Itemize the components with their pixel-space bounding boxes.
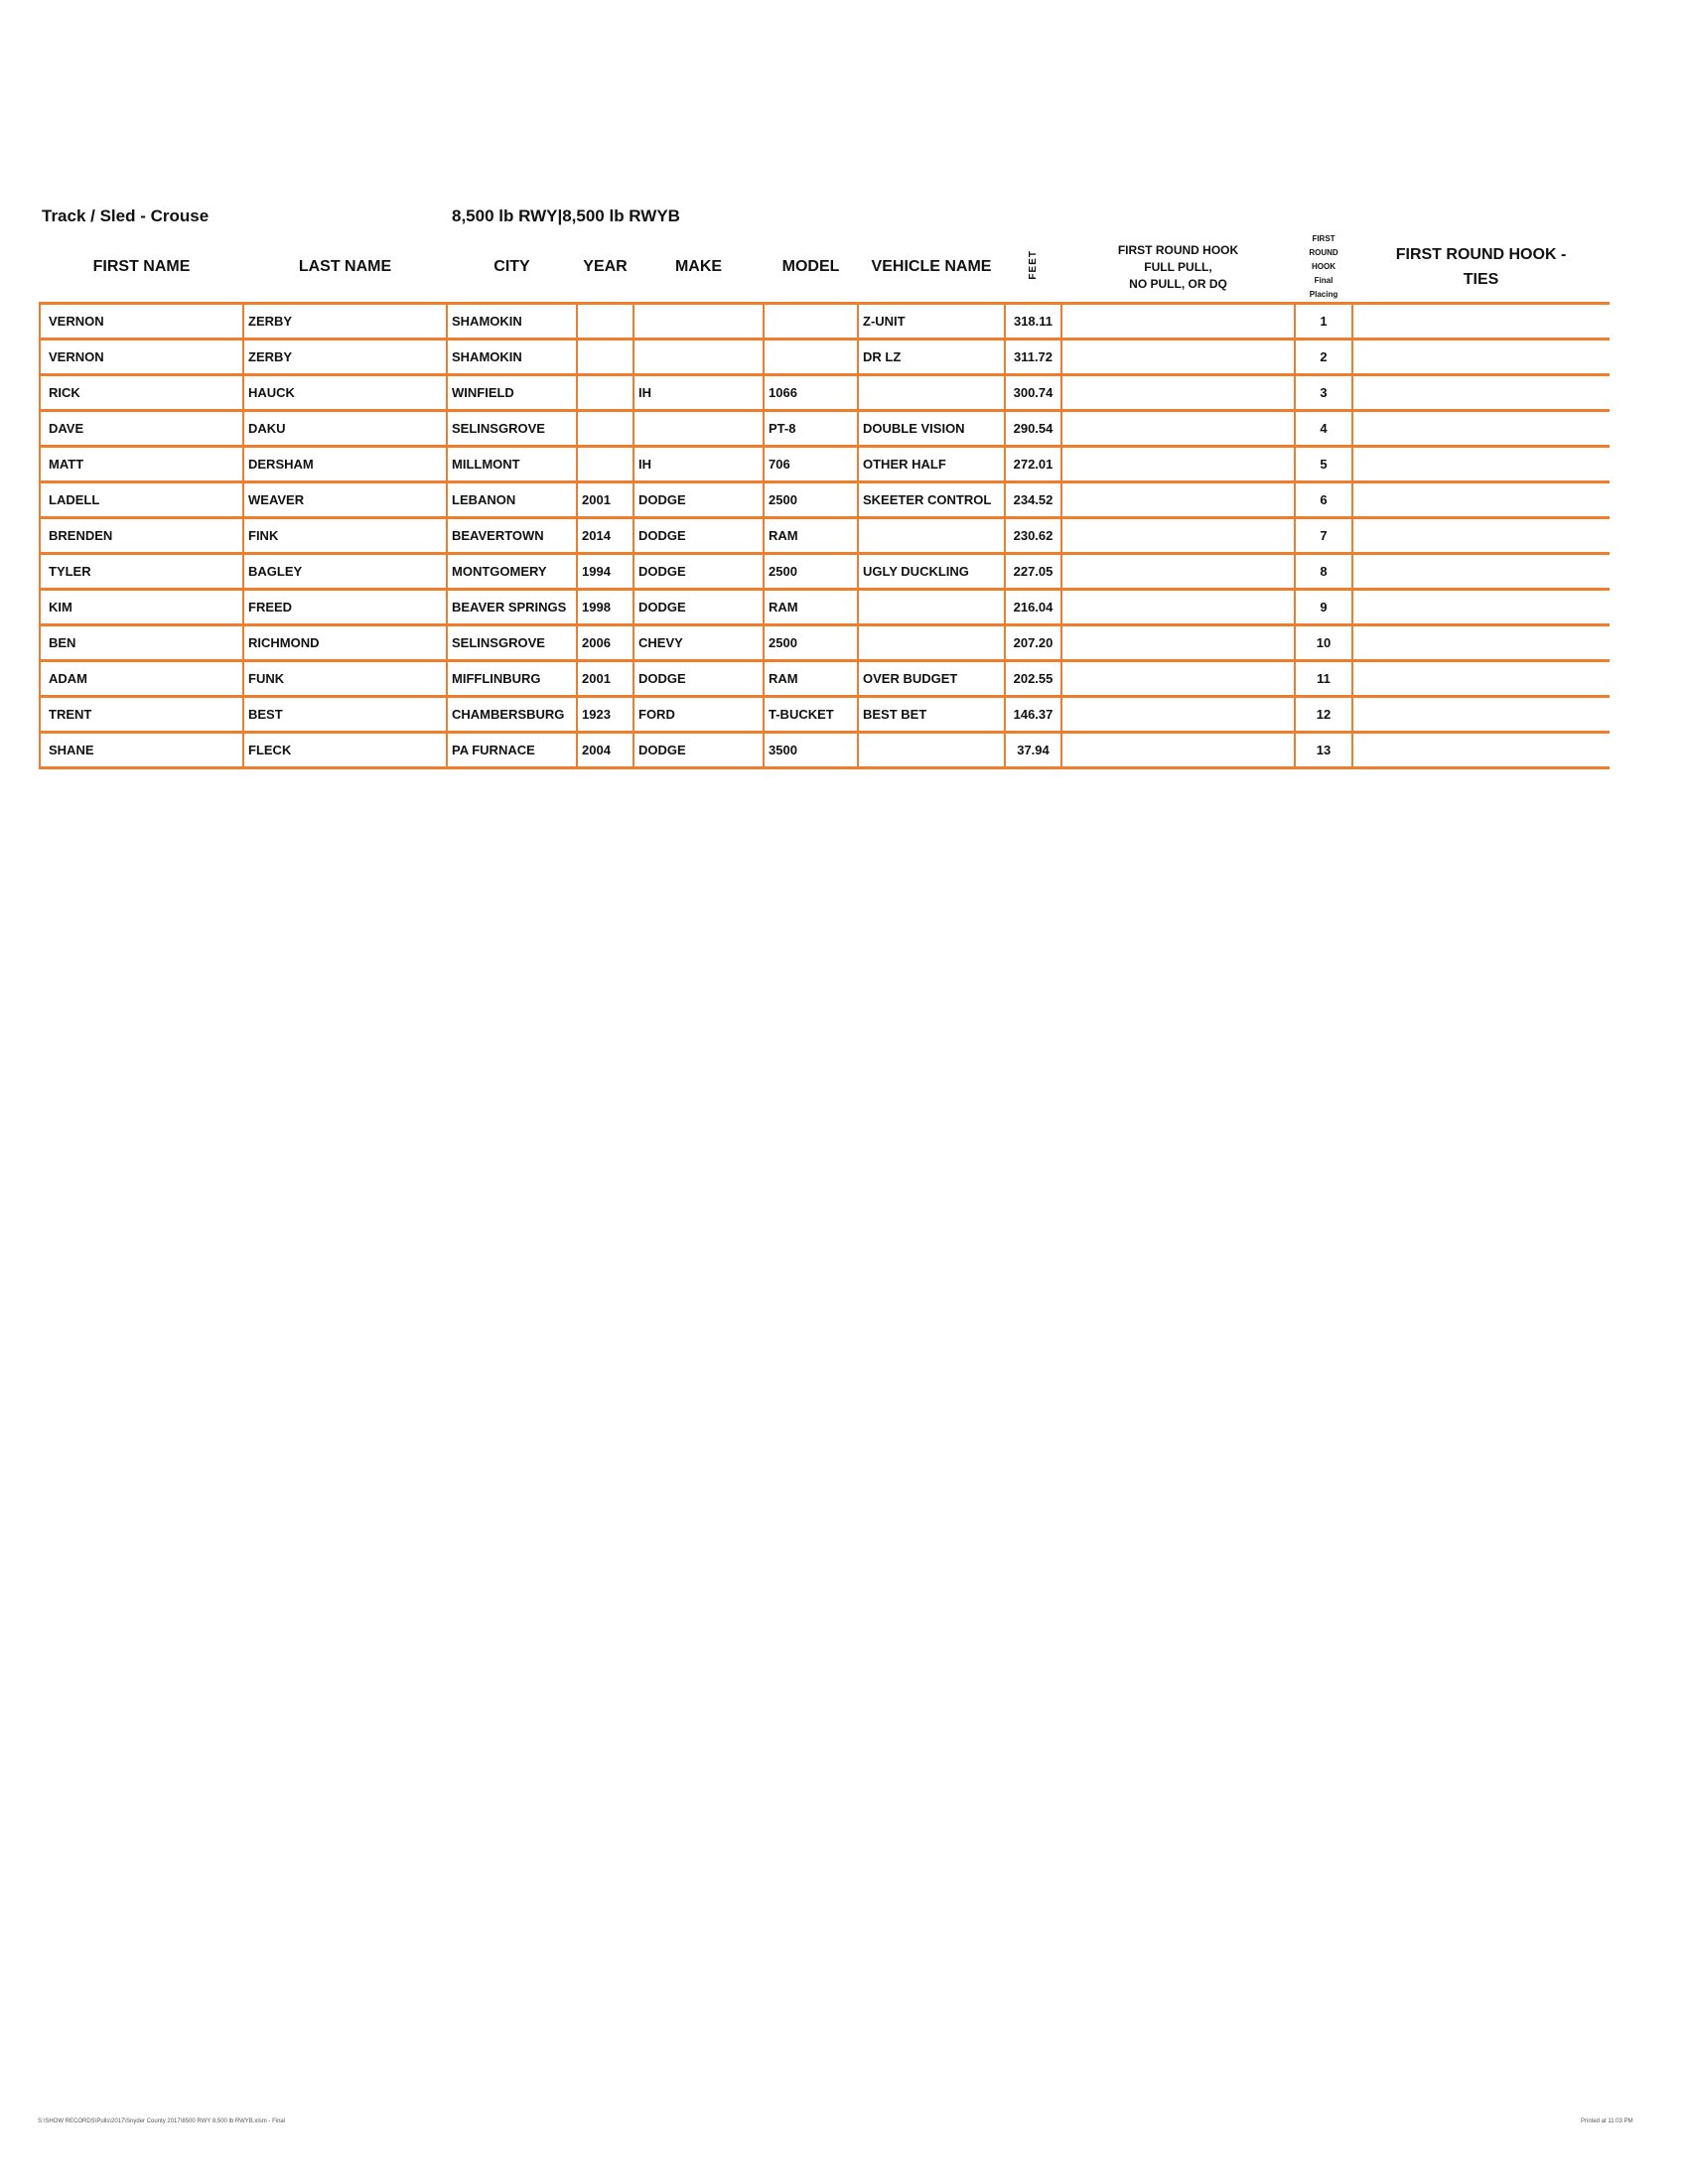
cell-year <box>577 340 633 375</box>
cell-ties <box>1352 447 1610 482</box>
cell-vehicle-name: OTHER HALF <box>858 447 1005 482</box>
cell-model: RAM <box>764 661 858 697</box>
cell-hook <box>1061 554 1295 590</box>
cell-city: MONTGOMERY <box>447 554 577 590</box>
cell-first-name: LADELL <box>40 482 243 518</box>
col-placing <box>1295 232 1352 304</box>
cell-feet: 207.20 <box>1005 625 1061 661</box>
cell-make: DODGE <box>633 590 764 625</box>
cell-hook <box>1061 590 1295 625</box>
cell-city: CHAMBERSBURG <box>447 697 577 733</box>
cell-ties <box>1352 661 1610 697</box>
col-hook <box>1061 232 1295 304</box>
cell-model: RAM <box>764 590 858 625</box>
cell-model: 2500 <box>764 554 858 590</box>
table-row <box>40 733 1610 768</box>
cell-last-name: FINK <box>243 518 447 554</box>
cell-hook <box>1061 447 1295 482</box>
cell-placing: 6 <box>1295 482 1352 518</box>
cell-city: SHAMOKIN <box>447 304 577 340</box>
col-first-name: FIRST NAME <box>92 258 191 275</box>
cell-ties <box>1352 518 1610 554</box>
cell-last-name: BAGLEY <box>243 554 447 590</box>
cell-vehicle-name: OVER BUDGET <box>858 661 1005 697</box>
cell-ties <box>1352 590 1610 625</box>
cell-ties <box>1352 554 1610 590</box>
cell-placing: 12 <box>1295 697 1352 733</box>
table-row <box>40 304 1610 340</box>
cell-vehicle-name <box>858 625 1005 661</box>
track-sled-label: Track / Sled - Crouse <box>42 206 210 225</box>
cell-ties <box>1352 625 1610 661</box>
cell-make: DODGE <box>633 518 764 554</box>
table-row <box>40 340 1610 375</box>
cell-feet: 300.74 <box>1005 375 1061 411</box>
cell-model: 3500 <box>764 733 858 768</box>
cell-first-name: RICK <box>40 375 243 411</box>
col-feet <box>1005 232 1061 304</box>
cell-feet: 290.54 <box>1005 411 1061 447</box>
cell-city: MIFFLINBURG <box>447 661 577 697</box>
cell-first-name: BEN <box>40 625 243 661</box>
cell-placing: 1 <box>1295 304 1352 340</box>
cell-feet: 272.01 <box>1005 447 1061 482</box>
cell-feet: 37.94 <box>1005 733 1061 768</box>
cell-feet: 230.62 <box>1005 518 1061 554</box>
col-placing-line-1: FIRST <box>1312 234 1336 243</box>
cell-vehicle-name: DOUBLE VISION <box>858 411 1005 447</box>
cell-city: SHAMOKIN <box>447 340 577 375</box>
cell-vehicle-name <box>858 733 1005 768</box>
cell-hook <box>1061 661 1295 697</box>
cell-first-name: BRENDEN <box>40 518 243 554</box>
cell-hook <box>1061 625 1295 661</box>
cell-make: DODGE <box>633 554 764 590</box>
table-row <box>40 482 1610 518</box>
cell-year: 1923 <box>577 697 633 733</box>
col-ties <box>1352 232 1610 304</box>
cell-make: CHEVY <box>633 625 764 661</box>
cell-year <box>577 447 633 482</box>
cell-last-name: ZERBY <box>243 340 447 375</box>
footer-file-path: S:\SHOW RECORDS\Pulls\2017\Snyder County 2017\8500 RWY 8,500 lb RWYB.xlsm - Final <box>38 2118 286 2124</box>
cell-ties <box>1352 733 1610 768</box>
cell-feet: 311.72 <box>1005 340 1061 375</box>
cell-placing: 3 <box>1295 375 1352 411</box>
col-feet-label: FEET <box>1028 249 1039 280</box>
cell-make: DODGE <box>633 482 764 518</box>
cell-ties <box>1352 697 1610 733</box>
cell-vehicle-name: Z-UNIT <box>858 304 1005 340</box>
cell-make <box>633 411 764 447</box>
cell-vehicle-name: UGLY DUCKLING <box>858 554 1005 590</box>
cell-hook <box>1061 697 1295 733</box>
cell-model: 1066 <box>764 375 858 411</box>
cell-first-name: SHANE <box>40 733 243 768</box>
cell-make <box>633 340 764 375</box>
table-row <box>40 375 1610 411</box>
table-row <box>40 554 1610 590</box>
col-ties-line-1: FIRST ROUND HOOK - <box>1395 246 1567 263</box>
cell-first-name: ADAM <box>40 661 243 697</box>
cell-year: 1998 <box>577 590 633 625</box>
col-placing-line-3: HOOK <box>1312 262 1336 271</box>
cell-year <box>577 304 633 340</box>
cell-year <box>577 375 633 411</box>
cell-city: SELINSGROVE <box>447 411 577 447</box>
col-hook-line-3: NO PULL, OR DQ <box>1129 276 1227 291</box>
cell-placing: 13 <box>1295 733 1352 768</box>
cell-vehicle-name <box>858 375 1005 411</box>
cell-placing: 8 <box>1295 554 1352 590</box>
cell-last-name: DAKU <box>243 411 447 447</box>
col-city: CITY <box>493 258 530 275</box>
cell-year: 1994 <box>577 554 633 590</box>
cell-ties <box>1352 482 1610 518</box>
cell-hook <box>1061 482 1295 518</box>
cell-first-name: TRENT <box>40 697 243 733</box>
cell-model: 706 <box>764 447 858 482</box>
col-model: MODEL <box>781 258 840 275</box>
table-row <box>40 697 1610 733</box>
col-make: MAKE <box>674 258 723 275</box>
table-row <box>40 661 1610 697</box>
cell-hook <box>1061 304 1295 340</box>
cell-make: DODGE <box>633 661 764 697</box>
cell-feet: 146.37 <box>1005 697 1061 733</box>
cell-last-name: ZERBY <box>243 304 447 340</box>
cell-hook <box>1061 375 1295 411</box>
cell-last-name: FREED <box>243 590 447 625</box>
cell-placing: 2 <box>1295 340 1352 375</box>
cell-vehicle-name <box>858 590 1005 625</box>
table-row <box>40 625 1610 661</box>
cell-placing: 11 <box>1295 661 1352 697</box>
cell-feet: 234.52 <box>1005 482 1061 518</box>
cell-vehicle-name: BEST BET <box>858 697 1005 733</box>
cell-placing: 9 <box>1295 590 1352 625</box>
col-hook-line-2: FULL PULL, <box>1144 259 1212 274</box>
header-row <box>40 232 1610 304</box>
cell-ties <box>1352 340 1610 375</box>
col-year: YEAR <box>583 258 628 275</box>
cell-feet: 227.05 <box>1005 554 1061 590</box>
col-placing-line-4: Final <box>1314 276 1334 285</box>
cell-first-name: VERNON <box>40 304 243 340</box>
cell-make: IH <box>633 375 764 411</box>
cell-year: 2006 <box>577 625 633 661</box>
cell-first-name: TYLER <box>40 554 243 590</box>
cell-model: RAM <box>764 518 858 554</box>
table-row <box>40 411 1610 447</box>
cell-vehicle-name: SKEETER CONTROL <box>858 482 1005 518</box>
cell-feet: 318.11 <box>1005 304 1061 340</box>
cell-feet: 202.55 <box>1005 661 1061 697</box>
cell-feet: 216.04 <box>1005 590 1061 625</box>
cell-year: 2001 <box>577 661 633 697</box>
cell-year: 2014 <box>577 518 633 554</box>
cell-city: SELINSGROVE <box>447 625 577 661</box>
col-placing-line-5: Placing <box>1309 290 1338 299</box>
table-row <box>40 518 1610 554</box>
cell-placing: 5 <box>1295 447 1352 482</box>
cell-placing: 7 <box>1295 518 1352 554</box>
cell-last-name: WEAVER <box>243 482 447 518</box>
cell-last-name: FLECK <box>243 733 447 768</box>
cell-city: BEAVERTOWN <box>447 518 577 554</box>
cell-city: BEAVER SPRINGS <box>447 590 577 625</box>
cell-hook <box>1061 411 1295 447</box>
cell-first-name: KIM <box>40 590 243 625</box>
cell-last-name: BEST <box>243 697 447 733</box>
results-table <box>39 232 1610 769</box>
cell-model <box>764 340 858 375</box>
cell-model: 2500 <box>764 625 858 661</box>
cell-hook <box>1061 733 1295 768</box>
cell-year: 2001 <box>577 482 633 518</box>
col-last-name: LAST NAME <box>298 258 392 275</box>
cell-vehicle-name: DR LZ <box>858 340 1005 375</box>
col-vehicle-name: VEHICLE NAME <box>871 258 992 275</box>
cell-make <box>633 304 764 340</box>
cell-city: LEBANON <box>447 482 577 518</box>
cell-make: DODGE <box>633 733 764 768</box>
cell-hook <box>1061 518 1295 554</box>
cell-year: 2004 <box>577 733 633 768</box>
cell-placing: 10 <box>1295 625 1352 661</box>
table-row <box>40 590 1610 625</box>
cell-hook <box>1061 340 1295 375</box>
class-label: 8,500 lb RWY|8,500 lb RWYB <box>452 206 680 225</box>
cell-ties <box>1352 304 1610 340</box>
cell-vehicle-name <box>858 518 1005 554</box>
cell-first-name: MATT <box>40 447 243 482</box>
col-ties-line-2: TIES <box>1463 271 1499 288</box>
cell-year <box>577 411 633 447</box>
cell-make: IH <box>633 447 764 482</box>
col-hook-line-1: FIRST ROUND HOOK <box>1117 242 1239 257</box>
cell-placing: 4 <box>1295 411 1352 447</box>
cell-last-name: DERSHAM <box>243 447 447 482</box>
cell-first-name: VERNON <box>40 340 243 375</box>
cell-last-name: HAUCK <box>243 375 447 411</box>
table-row <box>40 447 1610 482</box>
footer-printed-time: Printed at 11:03 PM <box>1581 2118 1633 2124</box>
cell-city: MILLMONT <box>447 447 577 482</box>
cell-last-name: FUNK <box>243 661 447 697</box>
cell-model: 2500 <box>764 482 858 518</box>
cell-make: FORD <box>633 697 764 733</box>
cell-last-name: RICHMOND <box>243 625 447 661</box>
cell-ties <box>1352 411 1610 447</box>
cell-ties <box>1352 375 1610 411</box>
cell-model: PT-8 <box>764 411 858 447</box>
cell-city: WINFIELD <box>447 375 577 411</box>
cell-model: T-BUCKET <box>764 697 858 733</box>
cell-first-name: DAVE <box>40 411 243 447</box>
cell-city: PA FURNACE <box>447 733 577 768</box>
cell-model <box>764 304 858 340</box>
col-placing-line-2: ROUND <box>1309 248 1338 257</box>
